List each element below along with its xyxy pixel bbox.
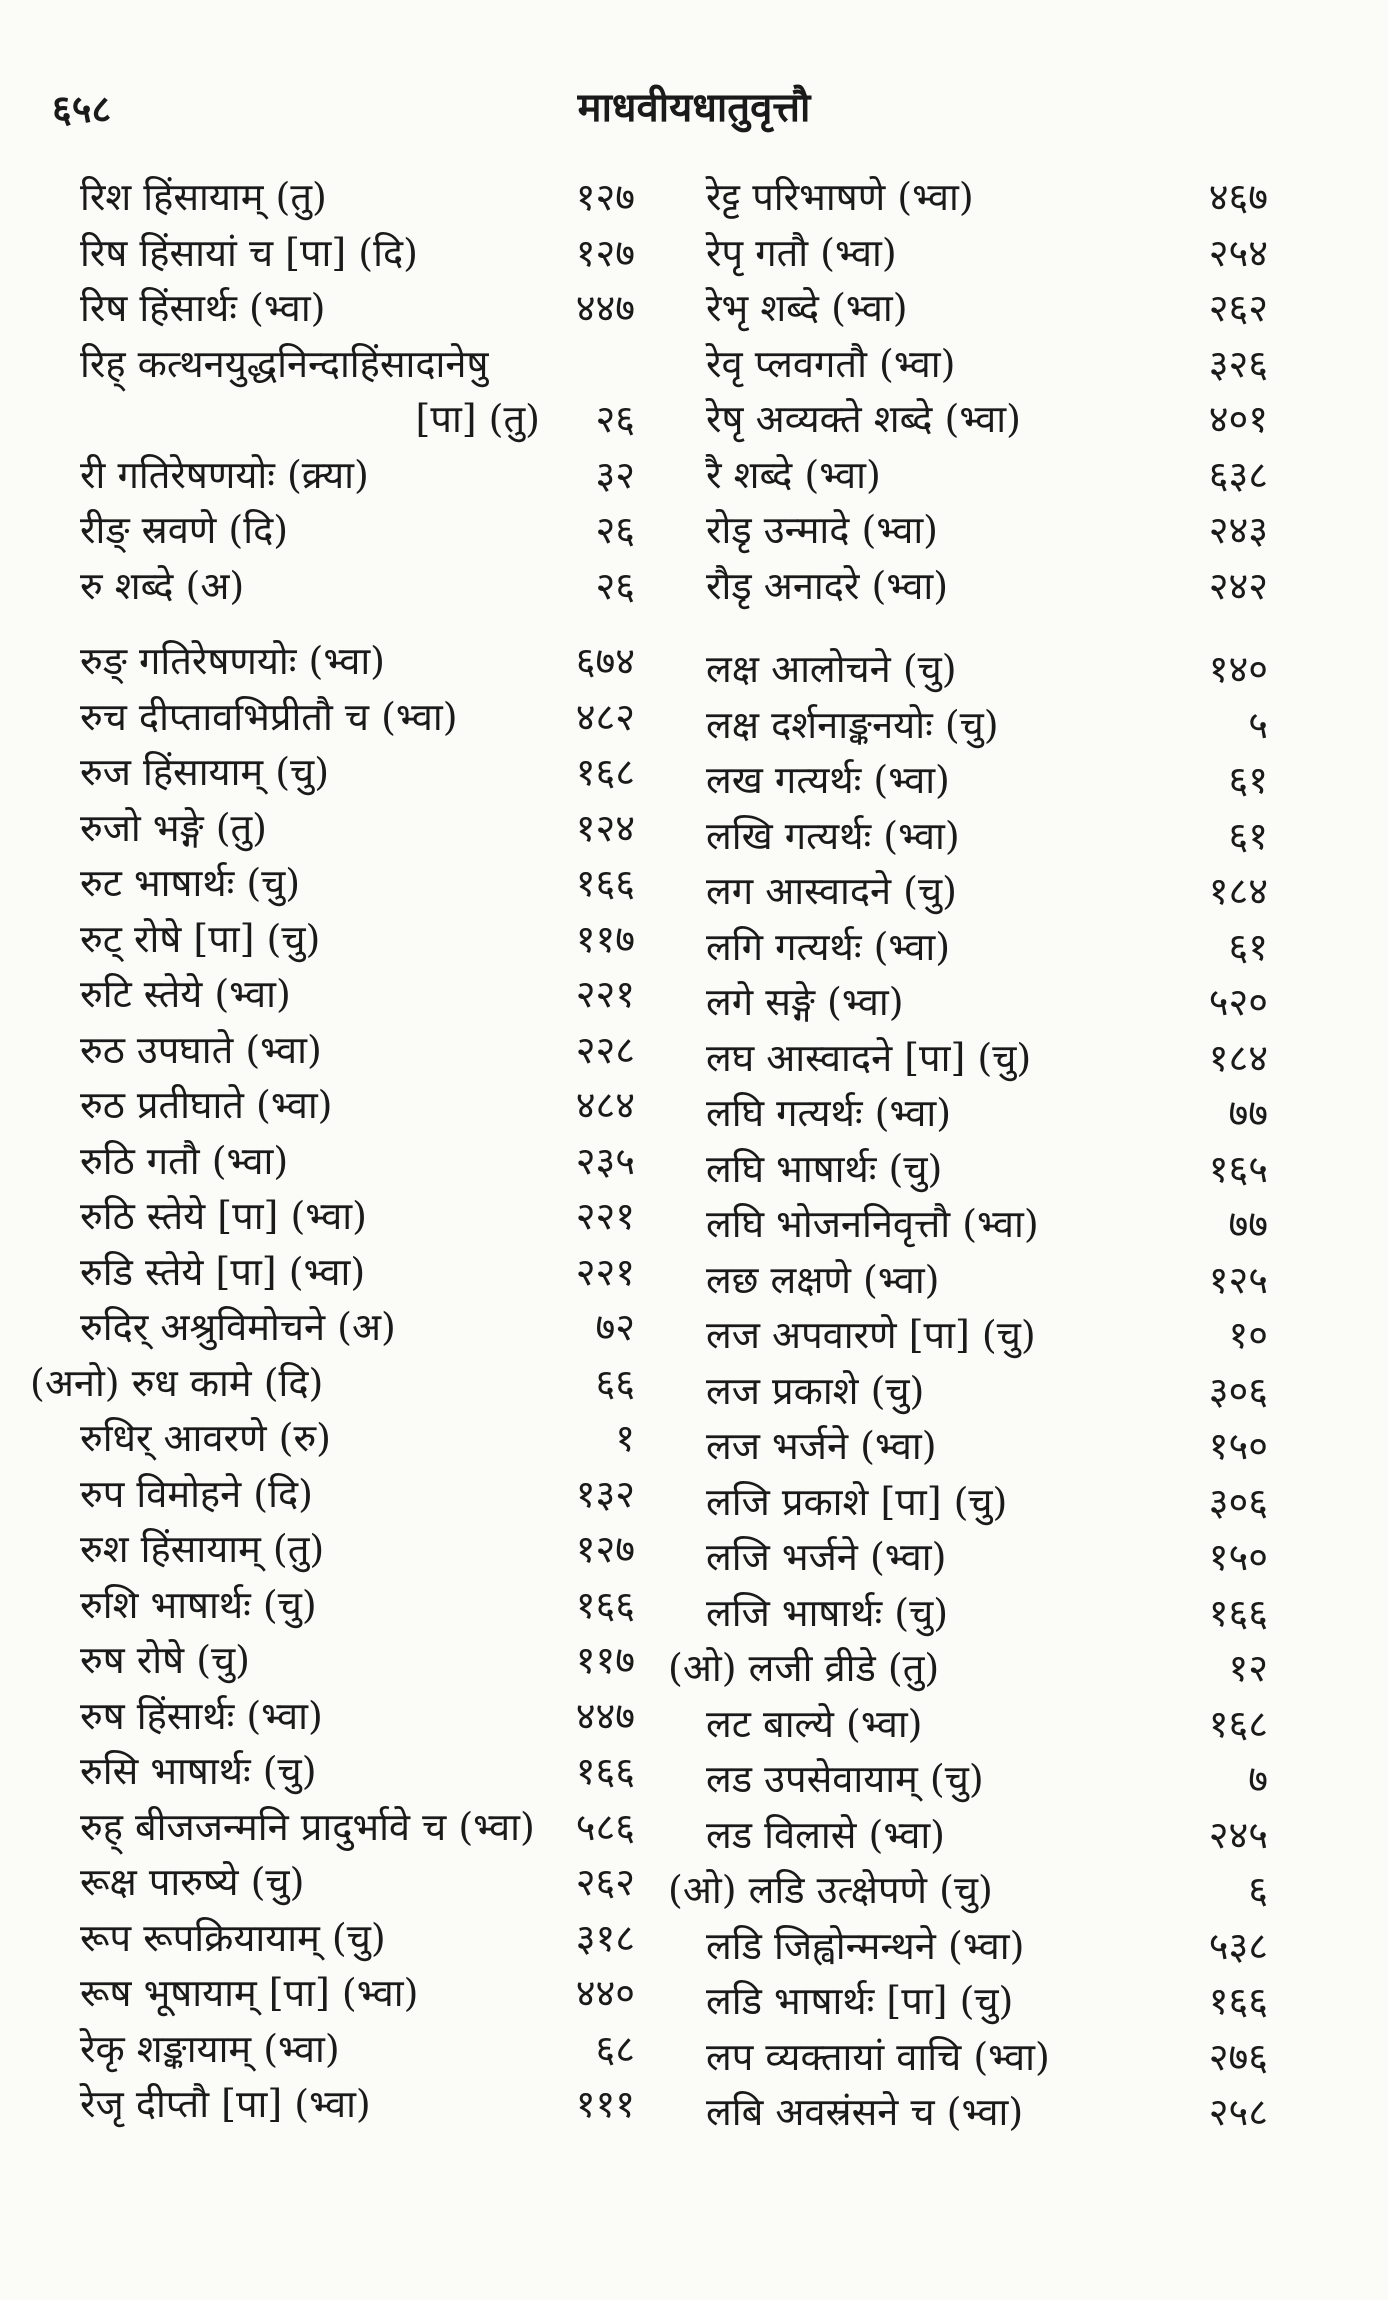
dictionary-entry: [30, 1300, 635, 1356]
dictionary-entry: [668, 1364, 1268, 1420]
entry-text: रुह् बीजजन्मनि प्रादुर्भावे च (भ्वा): [80, 1804, 535, 1849]
entry-text: रुठ प्रतीघाते (भ्वा): [80, 1083, 333, 1127]
dictionary-entry: [668, 1086, 1268, 1142]
entry-text: रेभृ शब्दे (भ्वा): [706, 286, 908, 330]
entry-text: रिष हिंसायां च [पा] (दि): [80, 230, 418, 275]
entry-page-ref: ३१८: [575, 1915, 635, 1960]
dictionary-entry: [668, 337, 1268, 393]
entry-page-ref: ४६७: [1208, 175, 1268, 219]
dictionary-entry: [668, 281, 1268, 337]
dictionary-entry: [30, 1633, 635, 1689]
entry-text: रेषृ अव्यक्ते शब्दे (भ्वा): [706, 397, 1021, 441]
entry-text: रुङ् गतिरेषणयोः (भ्वा): [80, 639, 385, 683]
entry-page-ref: १२७: [575, 175, 635, 219]
dictionary-entry: [30, 912, 635, 968]
entry-text: रूक्ष पारुष्ये (चु): [80, 1860, 305, 1904]
entry-page-ref: ४४०: [575, 1971, 635, 2015]
entry-page-ref: ६१: [1228, 758, 1268, 802]
entry-page-ref: १०: [1228, 1313, 1268, 1357]
dictionary-entry: [668, 1752, 1268, 1808]
entry-text: रूप रूपक्रियायाम् (चु): [80, 1915, 386, 1960]
entry-page-ref: ३२६: [1208, 341, 1268, 386]
entry-text: रुधिर् आवरणे (रु): [80, 1416, 331, 1460]
entry-text: री गतिरेषणयोः (क्र्या): [80, 452, 369, 497]
entry-page-ref: ११७: [575, 916, 635, 961]
entry-page-ref: २२१: [575, 972, 635, 1016]
entry-text: रूष भूषायाम् [पा] (भ्वा): [80, 1971, 419, 2015]
entry-page-ref: १५०: [1208, 1535, 1268, 1579]
entry-page-ref: १५०: [1208, 1424, 1268, 1468]
entry-text: लख गत्यर्थः (भ्वा): [706, 758, 950, 802]
entry-text: लज प्रकाशे (चु): [706, 1368, 925, 1413]
entry-text: लघ आस्वादने [पा] (चु): [706, 1035, 1032, 1080]
dictionary-entry: [668, 1530, 1268, 1586]
dictionary-entry: [668, 920, 1268, 976]
entry-page-ref: ७: [1248, 1757, 1268, 1801]
entry-text: लड उपसेवायाम् (चु): [706, 1757, 984, 1801]
entry-text: लघि गत्यर्थः (भ्वा): [706, 1091, 952, 1135]
dictionary-entry: [668, 642, 1268, 698]
entry-text: रै शब्दे (भ्वा): [706, 452, 881, 497]
dictionary-entry: [668, 170, 1268, 226]
dictionary-entry: [30, 2022, 635, 2078]
dictionary-entry: [30, 337, 635, 393]
entry-page-ref: ३०६: [1208, 1479, 1268, 1524]
entry-page-ref: १४०: [1208, 647, 1268, 691]
entry-text: रुडि स्तेये [पा] (भ्वा): [80, 1249, 366, 1294]
entry-text: लगे सङ्गे (भ्वा): [706, 980, 904, 1024]
page-header: [0, 78, 1388, 138]
entry-page-ref: ६: [1248, 1868, 1268, 1912]
entry-page-ref: २६२: [1208, 286, 1268, 330]
entry-text: लजि भाषार्थः (चु): [706, 1590, 949, 1635]
entry-text: रुठि स्तेये [पा] (भ्वा): [80, 1194, 367, 1238]
dictionary-entry: [668, 1919, 1268, 1975]
dictionary-entry: [668, 864, 1268, 920]
page-number: ६५८: [52, 86, 112, 131]
entry-text: लडि जिह्वोन्मन्थने (भ्वा): [706, 1923, 1025, 1968]
entry-text: रुष रोषे (चु): [80, 1638, 250, 1682]
dictionary-entry: [668, 698, 1268, 754]
entry-page-ref: ३०६: [1208, 1368, 1268, 1413]
entry-page-ref: ४०१: [1208, 397, 1268, 441]
entry-text: लज अपवारणे [पा] (चु): [706, 1313, 1036, 1357]
entry-text: रीङ् स्रवणे (दि): [80, 508, 289, 552]
dictionary-entry: [668, 1197, 1268, 1253]
entry-page-ref: ७२: [595, 1305, 635, 1349]
entry-page-ref: १६५: [1208, 1146, 1268, 1191]
entry-page-ref: ५३८: [1208, 1923, 1268, 1968]
dictionary-entry: [30, 1966, 635, 2022]
dictionary-entry: [668, 2085, 1268, 2141]
dictionary-entry: [30, 1245, 635, 1301]
entry-page-ref: १६८: [575, 750, 635, 794]
dictionary-entry: [668, 503, 1268, 559]
entry-page-ref: १६६: [575, 861, 635, 905]
entry-text: रुदिर् अश्रुविमोचने (अ): [80, 1305, 396, 1349]
dictionary-entry: [668, 1419, 1268, 1475]
dictionary-entry: [30, 1911, 635, 1967]
dictionary-entry: [30, 1689, 635, 1745]
entry-page-ref: २५८: [1208, 2090, 1268, 2134]
entry-page-ref: ५८६: [575, 1804, 635, 1849]
entry-page-ref: ६१: [1228, 924, 1268, 969]
entry-page-ref: १६६: [1208, 1590, 1268, 1635]
entry-text: रुप विमोहने (दि): [80, 1471, 313, 1516]
dictionary-entry: [668, 809, 1268, 865]
entry-text: (ओ) लडि उत्क्षेपणे (चु): [668, 1868, 993, 1912]
entry-text: रुशि भाषार्थः (चु): [80, 1582, 317, 1627]
entry-page-ref: ६८: [595, 2026, 635, 2071]
dictionary-entry: [668, 559, 1268, 615]
entry-text: (ओ) लजी व्रीडे (तु): [668, 1646, 940, 1690]
entry-text: लड विलासे (भ्वा): [706, 1812, 945, 1857]
entry-page-ref: ६३८: [1208, 452, 1268, 497]
dictionary-entry: [668, 1808, 1268, 1864]
dictionary-entry: [30, 226, 635, 282]
entry-text: रिह् कत्थनयुद्धनिन्दाहिंसादानेषु: [80, 341, 489, 386]
entry-text: रोडृ उन्मादे (भ्वा): [706, 508, 938, 552]
dictionary-entry: [668, 1031, 1268, 1087]
entry-text: रेट्ट परिभाषणे (भ्वा): [706, 175, 974, 219]
dictionary-entry: [668, 448, 1268, 504]
entry-page-ref: २६: [595, 508, 635, 552]
entry-text: लडि भाषार्थः [पा] (चु): [706, 1979, 1014, 2023]
dictionary-entry: [30, 634, 635, 690]
entry-page-ref: २६: [595, 397, 635, 441]
entry-page-ref: ७७: [1228, 1091, 1268, 1135]
entry-text: रेवृ प्लवगतौ (भ्वा): [706, 341, 956, 386]
entry-page-ref: १२: [1228, 1646, 1268, 1690]
entry-page-ref: १: [615, 1416, 635, 1460]
entry-page-ref: १६८: [1208, 1701, 1268, 1746]
dictionary-entry: [668, 1863, 1268, 1919]
dictionary-entry: [668, 975, 1268, 1031]
entry-text: रौडृ अनादरे (भ्वा): [706, 563, 949, 608]
entry-text: (अनो) रुध कामे (दि): [30, 1360, 324, 1405]
entry-text: लगि गत्यर्थः (भ्वा): [706, 924, 951, 969]
entry-text: रेजृ दीप्तौ [पा] (भ्वा): [80, 2082, 371, 2126]
entry-text: लज भर्जने (भ्वा): [706, 1424, 937, 1468]
entry-page-ref: ४४७: [575, 1693, 635, 1738]
dictionary-entry: [30, 1800, 635, 1856]
entry-page-ref: २३५: [575, 1138, 635, 1183]
entry-page-ref: २४५: [1208, 1812, 1268, 1857]
entry-text: [पा] (तु): [415, 397, 540, 441]
entry-page-ref: १२५: [1208, 1257, 1268, 1302]
entry-text: लप व्यक्तायां वाचि (भ्वा): [706, 2034, 1050, 2079]
entry-page-ref: २६: [595, 563, 635, 608]
entry-page-ref: १२४: [575, 805, 635, 850]
entry-text: रुट् रोषे [पा] (चु): [80, 916, 321, 961]
entry-text: लक्ष दर्शनाङ्कनयोः (चु): [706, 702, 999, 747]
left-column: [30, 170, 635, 2133]
entry-page-ref: २२१: [575, 1194, 635, 1238]
entry-page-ref: १११: [575, 2082, 635, 2126]
entry-page-ref: ३२: [595, 452, 635, 497]
entry-page-ref: १२७: [575, 1527, 635, 1571]
entry-text: रिष हिंसार्थः (भ्वा): [80, 286, 326, 330]
entry-text: लघि भाषार्थः (चु): [706, 1146, 943, 1191]
dictionary-entry: [30, 856, 635, 912]
dictionary-entry: [30, 281, 635, 337]
dictionary-entry: [668, 1697, 1268, 1753]
entry-page-ref: २५४: [1208, 230, 1268, 275]
entry-page-ref: ६७४: [575, 639, 635, 683]
dictionary-entry: [30, 448, 635, 504]
entry-text: रेपृ गतौ (भ्वा): [706, 230, 897, 275]
dictionary-entry: [30, 170, 635, 226]
entry-page-ref: १६६: [1208, 1979, 1268, 2023]
entry-page-ref: २७६: [1208, 2034, 1268, 2079]
entry-page-ref: ७७: [1228, 1202, 1268, 1246]
dictionary-entry: [30, 1855, 635, 1911]
entry-page-ref: ५२०: [1208, 980, 1268, 1024]
dictionary-entry: [668, 392, 1268, 448]
dictionary-entry: [30, 1134, 635, 1190]
dictionary-entry: [668, 1308, 1268, 1364]
dictionary-entry: [30, 1189, 635, 1245]
dictionary-entry: [668, 226, 1268, 282]
entry-page-ref: १८४: [1208, 869, 1268, 913]
dictionary-entry: [668, 2030, 1268, 2086]
entry-text: लक्ष आलोचने (चु): [706, 647, 957, 691]
entry-text: लछ लक्षणे (भ्वा): [706, 1257, 940, 1302]
dictionary-entry: [30, 1078, 635, 1134]
entry-page-ref: १८४: [1208, 1035, 1268, 1080]
dictionary-entry: [30, 1467, 635, 1523]
dictionary-entry: [30, 1023, 635, 1079]
dictionary-entry: [30, 392, 635, 448]
dictionary-entry: [30, 1411, 635, 1467]
entry-text: रुजो भङ्गे (तु): [80, 805, 267, 850]
entry-text: रुठ उपघाते (भ्वा): [80, 1027, 322, 1072]
entry-text: रुज हिंसायाम् (चु): [80, 750, 330, 794]
dictionary-entry: [30, 559, 635, 615]
entry-page-ref: ४८२: [575, 694, 635, 739]
dictionary-entry: [668, 1586, 1268, 1642]
entry-text: लजि भर्जने (भ्वा): [706, 1535, 947, 1579]
dictionary-entry: [668, 1641, 1268, 1697]
entry-text: रुष हिंसार्थः (भ्वा): [80, 1693, 323, 1738]
dictionary-entry: [30, 1744, 635, 1800]
entry-page-ref: १६६: [575, 1582, 635, 1627]
entry-text: रुसि भाषार्थः (चु): [80, 1749, 317, 1793]
entry-page-ref: ४८४: [575, 1083, 635, 1127]
entry-text: रेकृ शङ्कायाम् (भ्वा): [80, 2026, 340, 2071]
dictionary-entry: [668, 1142, 1268, 1198]
dictionary-entry: [30, 1356, 635, 1412]
dictionary-entry: [30, 1578, 635, 1634]
dictionary-entry: [668, 1253, 1268, 1309]
entry-page-ref: ६१: [1228, 813, 1268, 858]
entry-page-ref: २६२: [575, 1860, 635, 1904]
running-title: माधवीयधातुवृत्तौ: [577, 84, 811, 131]
entry-text: रु शब्दे (अ): [80, 563, 245, 608]
entry-page-ref: ४४७: [575, 286, 635, 330]
entry-text: लट बाल्ये (भ्वा): [706, 1701, 923, 1746]
right-column: [668, 170, 1268, 2141]
entry-text: रुटि स्तेये (भ्वा): [80, 972, 291, 1016]
entry-text: रुच दीप्तावभिप्रीतौ च (भ्वा): [80, 694, 458, 739]
entry-text: लघि भोजननिवृत्तौ (भ्वा): [706, 1202, 1039, 1246]
dictionary-entry: [668, 753, 1268, 809]
entry-text: लजि प्रकाशे [पा] (चु): [706, 1479, 1008, 1524]
entry-page-ref: ११७: [575, 1638, 635, 1682]
entry-text: लखि गत्यर्थः (भ्वा): [706, 813, 960, 858]
entry-page-ref: २४३: [1208, 508, 1268, 552]
entry-text: लबि अवस्रंसने च (भ्वा): [706, 2090, 1024, 2134]
entry-page-ref: ६६: [595, 1360, 635, 1405]
entry-text: रुश हिंसायाम् (तु): [80, 1527, 325, 1571]
entry-page-ref: ५: [1248, 702, 1268, 747]
entry-text: रुट भाषार्थः (चु): [80, 861, 301, 905]
entry-page-ref: १२७: [575, 230, 635, 275]
dictionary-entry: [668, 1475, 1268, 1531]
dictionary-entry: [30, 967, 635, 1023]
entry-page-ref: २४२: [1208, 563, 1268, 608]
dictionary-entry: [30, 2077, 635, 2133]
entry-text: लग आस्वादने (चु): [706, 869, 957, 913]
dictionary-entry: [30, 801, 635, 857]
entry-page-ref: २२१: [575, 1249, 635, 1294]
dictionary-entry: [30, 503, 635, 559]
dictionary-entry: [30, 745, 635, 801]
entry-text: रुठि गतौ (भ्वा): [80, 1138, 289, 1183]
entry-page-ref: २२८: [575, 1027, 635, 1072]
entry-page-ref: १६६: [575, 1749, 635, 1793]
dictionary-entry: [30, 1522, 635, 1578]
dictionary-entry: [668, 1974, 1268, 2030]
entry-page-ref: १३२: [575, 1471, 635, 1516]
entry-text: रिश हिंसायाम् (तु): [80, 175, 327, 219]
dictionary-entry: [30, 690, 635, 746]
